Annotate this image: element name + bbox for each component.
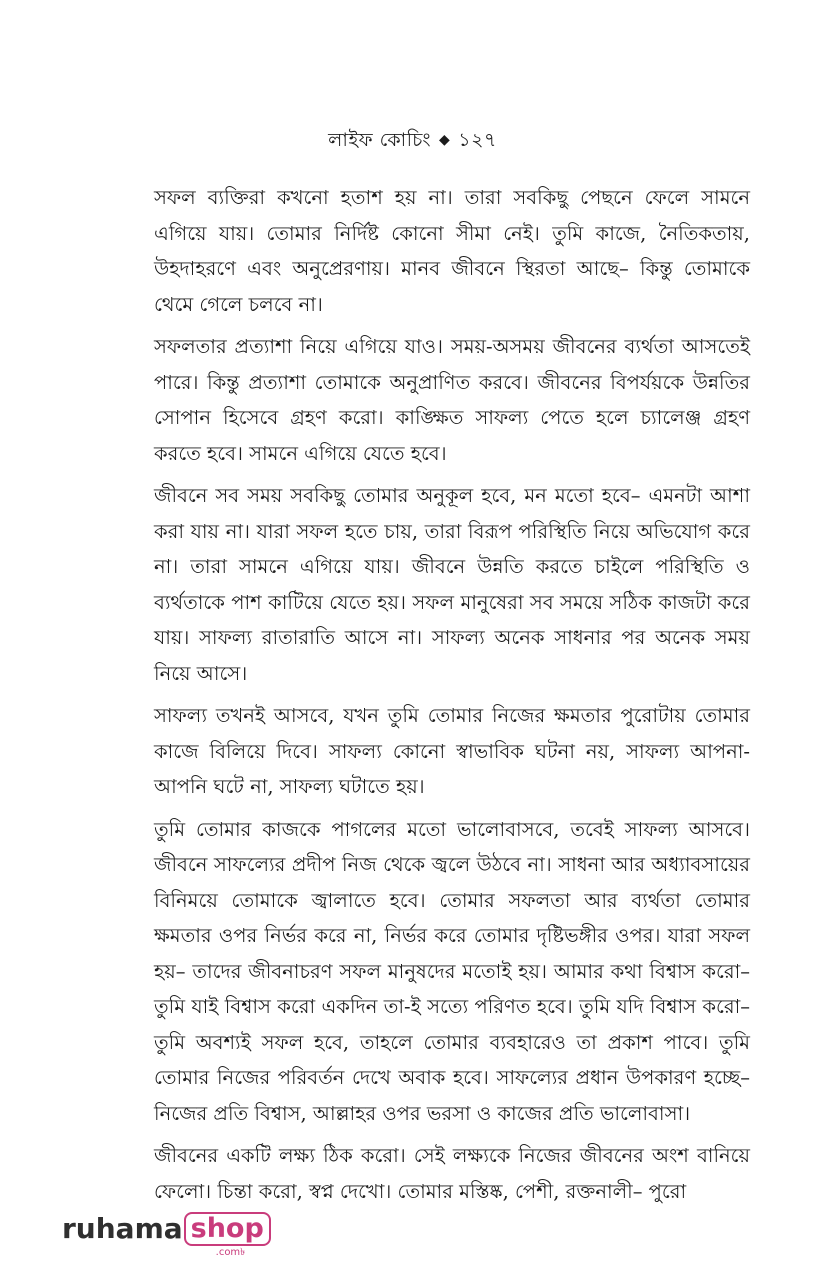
page-body xyxy=(154,180,750,1216)
paragraph: সাফল্য তখনই আসবে, যখন তুমি তোমার নিজের ক্ষমতার পুরোটায় তোমার কাজে বিলিয়ে দিবে। সাফল্য কোনো স্বাভাবিক ঘটনা নয়, সাফল্য আপনা-আপনি ঘটে না, সাফল্য ঘটাতে হয়। xyxy=(154,704,750,798)
logo-ruhama-text: ruhama xyxy=(62,1212,183,1245)
diamond-icon: ◆ xyxy=(439,132,451,148)
logo-shop-text: shop xyxy=(190,1213,264,1244)
logo-shop-box xyxy=(184,1212,271,1258)
paragraph: জীবনে সব সময় সবকিছু তোমার অনুকূল হবে, মন মতো হবে– এমনটা আশা করা যায় না। যারা সফল হতে চায়, তারা বিরূপ পরিস্থিতি নিয়ে অভিযোগ করে না। তারা সামনে এগিয়ে যায়। জীবনে উন্নতি করতে চাইলে পরিস্থিতি ও ব্যর্থতাকে পাশ কাটিয়ে যেতে হয়। সফল মানুষেরা সব সময়ে সঠিক কাজটা করে যায়। সাফল্য রাতারাতি আসে না। সাফল্য অনেক সাধনার পর অনেক সময় নিয়ে আসে। xyxy=(154,484,750,685)
page-number: ১২৭ xyxy=(458,129,497,151)
paragraph: তুমি তোমার কাজকে পাগলের মতো ভালোবাসবে, তবেই সাফল্য আসবে। জীবনে সাফল্যের প্রদীপ নিজ থেকে জ্বলে উঠবে না। সাধনা আর অধ্যাবসায়ের বিনিময়ে তোমাকে জ্বালাতে হবে। তোমার সফলতা আর ব্যর্থতা তোমার ক্ষমতার ওপর নির্ভর করে না, নির্ভর করে তোমার দৃষ্টিভঙ্গীর ওপর। যারা সফল হয়– তাদের জীবনাচরণ সফল মানুষদের মতোই হয়। আমার কথা বিশ্বাস করো– তুমি যাই বিশ্বাস করো একদিন তা-ই সত্যে পরিণত হবে। তুমি যদি বিশ্বাস করো– তুমি অবশ্যই সফল হবে, তাহলে তোমার ব্যবহারেও তা প্রকাশ পাবে। তুমি তোমার নিজের পরিবর্তন দেখে অবাক হবে। সাফল্যের প্রধান উপকারণ হচ্ছে– নিজের প্রতি বিশ্বাস, আল্লাহর ওপর ভরসা ও কাজের প্রতি ভালোবাসা। xyxy=(154,817,750,1125)
paragraph: সফলতার প্রত্যাশা নিয়ে এগিয়ে যাও। সময়-অসময় জীবনের ব্যর্থতা আসতেই পারে। কিন্তু প্রত্যাশা তোমাকে অনুপ্রাণিত করবে। জীবনের বিপর্যয়কে উন্নতির সোপান হিসেবে গ্রহণ করো। কাঙ্ক্ষিত সাফল্য পেতে হলে চ্যালেঞ্জ গ্রহণ করতে হবে। সামনে এগিয়ে যেতে হবে। xyxy=(154,335,750,465)
paragraph: সফল ব্যক্তিরা কখনো হতাশ হয় না। তারা সবকিছু পেছনে ফেলে সামনে এগিয়ে যায়। তোমার নির্দিষ্ট কোনো সীমা নেই। তুমি কাজে, নৈতিকতায়, উহদাহরণে এবং অনুপ্রেরণায়। মানব জীবনে স্থিরতা আছে– কিন্তু তোমাকে থেমে গেলে চলবে না। xyxy=(154,186,750,316)
running-header xyxy=(0,126,825,158)
ruhamashop-watermark-logo xyxy=(62,1212,271,1258)
paragraph: জীবনের একটি লক্ষ্য ঠিক করো। সেই লক্ষ্যকে নিজের জীবনের অংশ বানিয়ে ফেলো। চিন্তা করো, স্বপ্ন দেখো। তোমার মস্তিষ্ক, পেশী, রক্তনালী– পুরো xyxy=(154,1144,750,1203)
book-title: লাইফ কোচিং xyxy=(328,129,432,151)
logo-domain-text: .com৳ xyxy=(215,1247,246,1258)
